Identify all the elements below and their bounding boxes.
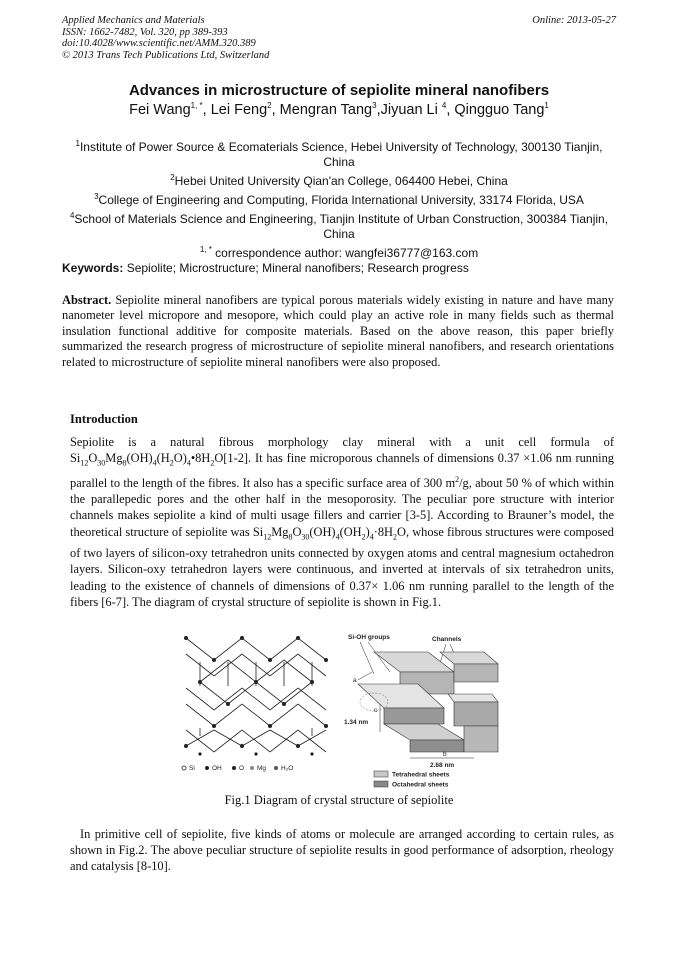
lattice-diagram: [186, 638, 326, 752]
author-sup: 1, *: [190, 101, 203, 110]
figure-caption: Fig.1 Diagram of crystal structure of sepiolite: [224, 793, 454, 807]
keywords-text: Sepiolite; Microstructure; Mineral nanofibers; Research progress: [126, 261, 469, 275]
atom-legend: [182, 765, 293, 772]
legend-o: O: [239, 765, 245, 772]
abstract-text: Sepiolite mineral nanofibers are typical porous materials widely existing in nature and have many nanometer level micropore and mesopore, which could play an active role in many fields such as thermal insulation functional additive for composite materials. Based on the above reason, this paper briefly summarized the research progress of microstructure of sepiolite mineral nanofibers, and research orientations related to microstructure of sepiolite mineral nanofibers were also proposed.: [62, 293, 614, 369]
affiliation-text: College of Engineering and Computing, Florida International University, 33174 Florida, USA: [98, 193, 584, 207]
author-name: Qingguo Tang: [454, 101, 545, 118]
introduction-paragraph: [70, 434, 614, 610]
channels-label: Channels: [432, 636, 462, 643]
legend-oh: OH: [212, 765, 222, 772]
affiliation-text: Hebei United University Qian'an College, 064400 Hebei, China: [174, 174, 508, 188]
author-name: Fei Wang: [129, 101, 191, 118]
correspondence-email: correspondence author: wangfei36777@163.com: [211, 246, 479, 260]
crystal-structure-diagram: [178, 632, 502, 790]
theoretical-formula: $Si_{12}Mg_8O_{30}(OH)_4(OH_2)_4\cdot 8H_2O$: [252, 524, 406, 542]
legend-si: Si: [189, 765, 195, 772]
author-sup: 1: [544, 101, 549, 110]
copyright-line: © 2013 Trans Tech Publications Ltd, Switzerland: [62, 49, 270, 61]
sheet-legend: [374, 771, 450, 789]
legend-tetrahedral: Tetrahedral sheets: [392, 771, 450, 779]
abstract-label: Abstract.: [62, 293, 112, 307]
author-name: Lei Feng: [210, 101, 268, 118]
intro-text: , whose fibrous structures were composed of two layers of silicon-oxy tetrahedron units connected by oxygen atoms and central magnesium octahedron layers. Silicon-oxy tetrahedron layers were continuous, and inverted at intervals of six tetrahedron units, leading to the existence of channels of dimensions of 0.37× 1.06 nm running parallel to the length of the fibers [6-7]. The diagram of crystal structure of sepiolite is shown in Fig.1.: [70, 524, 614, 609]
legend-mg: Mg: [257, 765, 267, 772]
affiliation-sup: 2: [170, 173, 175, 182]
section-heading-introduction: Introduction: [70, 412, 138, 426]
dimension-c-value: 1.34 nm: [344, 719, 369, 726]
legend-h2o: H₂O: [281, 765, 294, 772]
author-sup: 3: [372, 101, 377, 110]
si-oh-label: Si-OH groups: [348, 634, 390, 641]
paper-title: Advances in microstructure of sepiolite mineral nanofibers: [128, 82, 550, 99]
axis-a-label: a: [353, 677, 357, 684]
affiliation-sup: 3: [94, 192, 99, 201]
intro-text: [1-2]. It has fine microporous channels of dimensions 0.37 ×1.06 nm running parallel to the length of the fibres. It also has a specific surface area of 300 m: [70, 451, 614, 490]
intro-text: /g, about 50 % of which within the parallepedic pores and the other half in the mesoporosity. The peculiar pore structure with interior channels makes sepiolite a kind of multi usage fillers and carrier [3-5]. According to Brauner’s model, the theoretical structure of sepiolite was: [70, 476, 614, 539]
online-date: Online: 2013-05-27: [532, 15, 616, 26]
affiliation-sup: 4: [69, 211, 75, 220]
affiliation: [62, 136, 616, 170]
affiliation-text: School of Materials Science and Engineering, Tianjin Institute of Urban Construction, 300384 Tianjin, China: [74, 212, 609, 241]
unit-cell-formula: $Si_{12}O_{30}Mg_8(OH)_4(H_2O)_4•8H_2O$: [70, 451, 224, 468]
affiliation: [62, 208, 616, 242]
axis-b-label: b: [443, 751, 447, 758]
intro-text: Sepiolite is a natural fibrous morphology clay mineral with a unit cell formula of: [70, 435, 614, 449]
author-sup: 2: [267, 101, 272, 110]
legend-octahedral: Octahedral sheets: [392, 781, 449, 789]
author-sup: 4: [441, 101, 447, 110]
doi-line: doi:10.4028/www.scientific.net/AMM.320.389: [62, 38, 256, 49]
author-name: Jiyuan Li: [380, 101, 442, 118]
journal-header: [62, 15, 269, 61]
axis-c-label: c: [374, 707, 378, 714]
figure-1: [178, 632, 502, 790]
affiliation-sup: 1: [75, 139, 80, 148]
superscript: 2: [455, 474, 460, 484]
journal-name: Applied Mechanics and Materials: [62, 15, 205, 26]
abstract: [62, 293, 614, 370]
author-list: Fei Wang$^{1, *}$, Lei Feng$^2$, Mengran Tang$^3$,Jiyuan Li $^4$, Qingguo Tang$^1$: [129, 101, 549, 118]
paragraph-2: In primitive cell of sepiolite, five kinds of atoms or molecule are arranged according to certain rules, as shown in Fig.2. The above peculiar structure of sepiolite results in good performance of adsorption, rheology and catalysis [8-10].: [70, 827, 614, 874]
dimension-b-value: 2.68 nm: [430, 762, 455, 769]
keywords: [62, 261, 616, 275]
correspondence: [62, 242, 616, 261]
slab-model: [344, 634, 498, 769]
affiliation-list: [62, 136, 616, 261]
affiliation: [62, 170, 616, 189]
author-name: Mengran Tang: [279, 101, 373, 118]
affiliation-sup: 1, *: [199, 245, 212, 254]
issn-line: ISSN: 1662-7482, Vol. 320, pp 389-393: [62, 26, 228, 38]
affiliation: [62, 189, 616, 208]
keywords-label: Keywords:: [62, 261, 124, 275]
affiliation-text: Institute of Power Source & Ecomaterials Science, Hebei University of Technology, 300130 Tianjin, China: [79, 140, 603, 169]
